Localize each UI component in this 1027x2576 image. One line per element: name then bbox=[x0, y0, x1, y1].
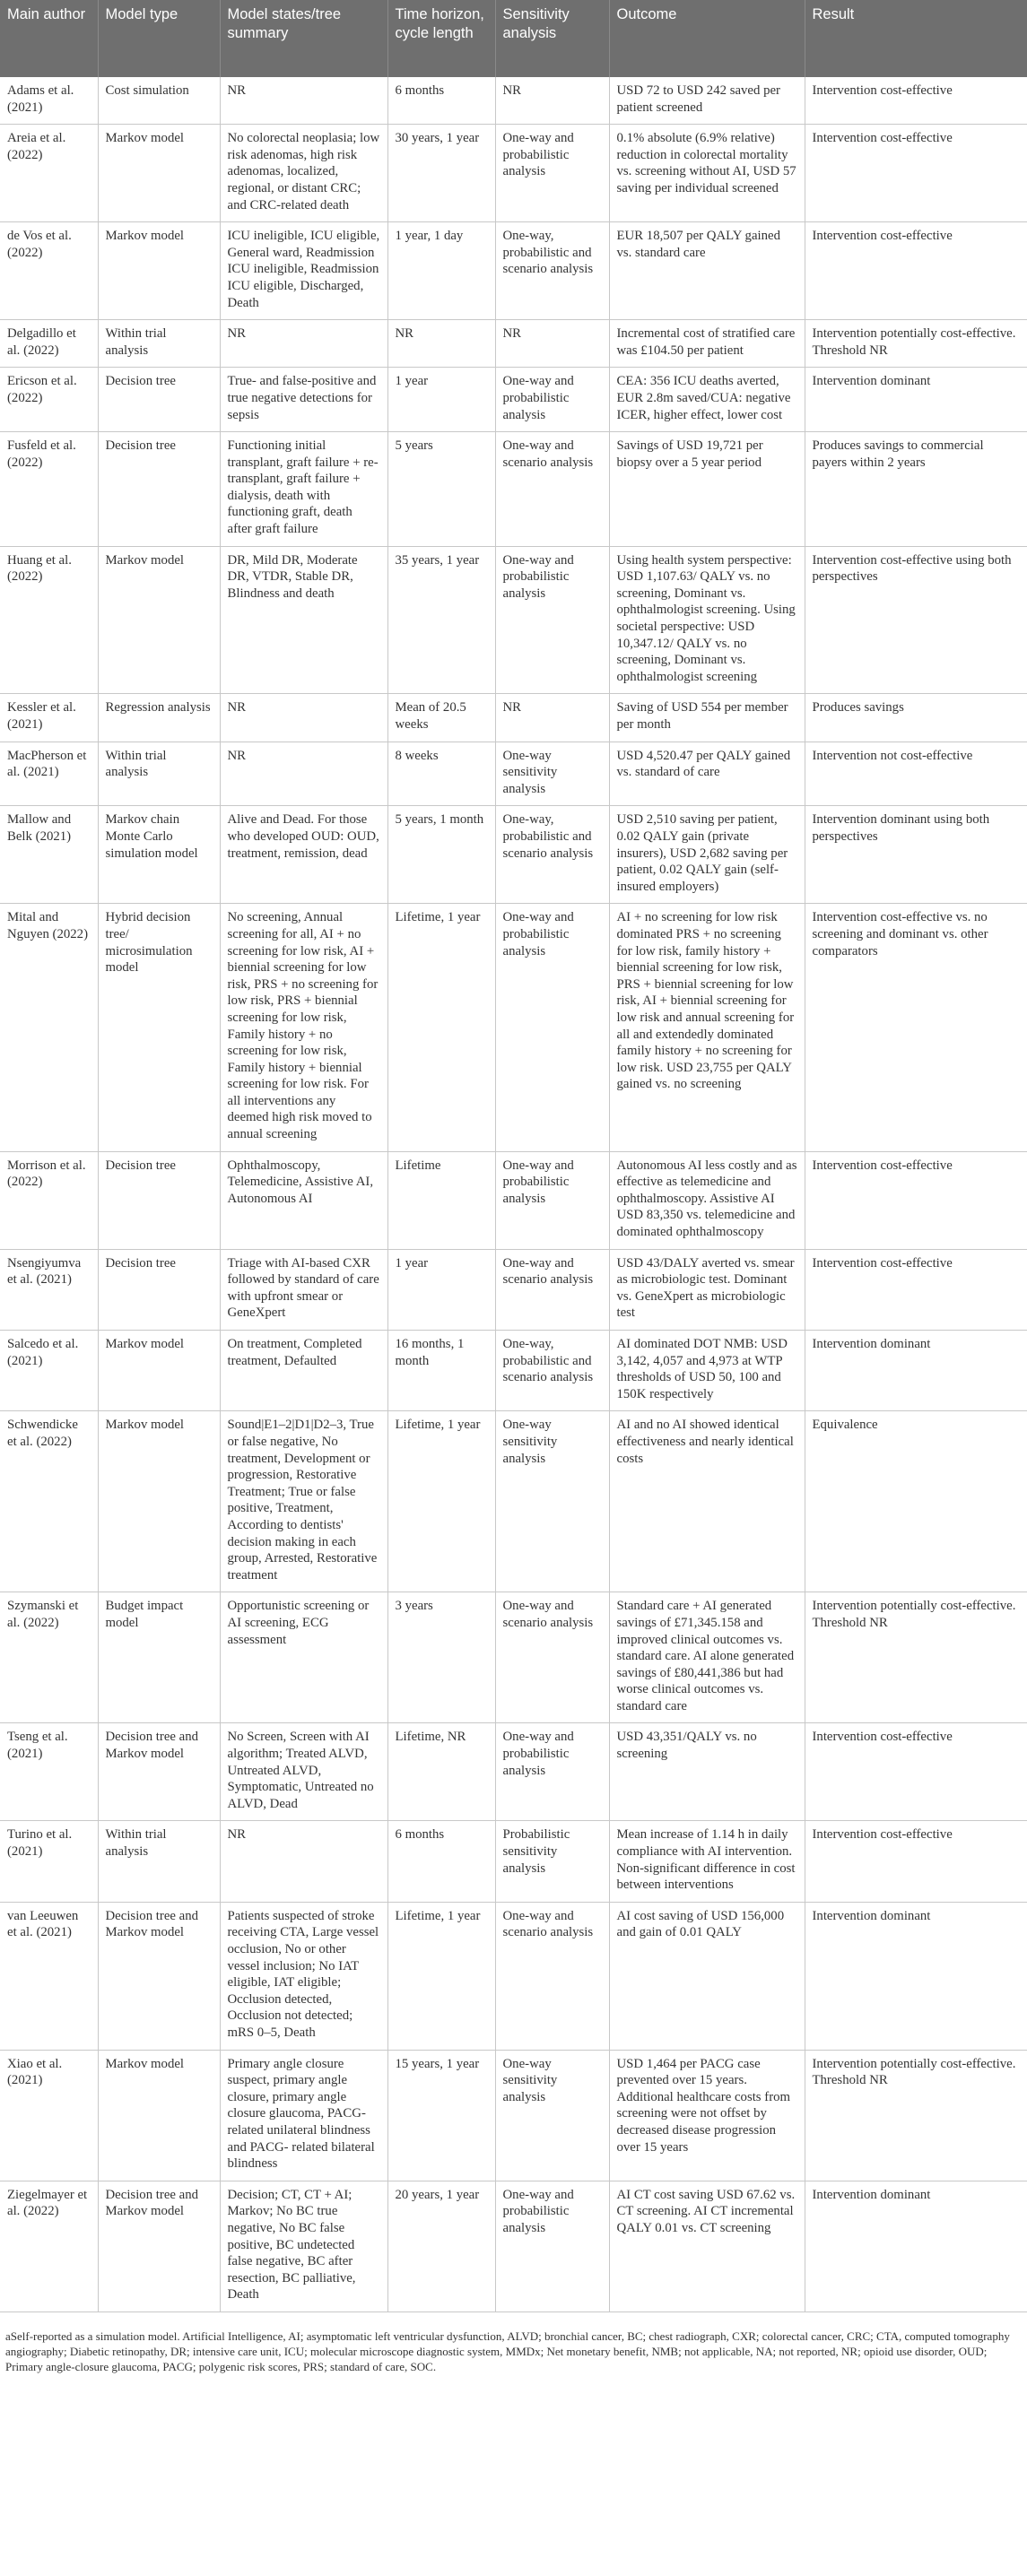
outcome-cell: AI CT cost saving USD 67.62 vs. CT screening. AI CT incremental QALY 0.01 vs. CT screening bbox=[609, 2181, 805, 2311]
outcome-cell: Mean increase of 1.14 h in daily compliance with AI intervention. Non-significant difference in cost between interventions bbox=[609, 1821, 805, 1902]
result-cell: Intervention not cost-effective bbox=[805, 742, 1027, 806]
author-cell: Xiao et al. (2021) bbox=[0, 2050, 98, 2181]
author-cell: Tseng et al. (2021) bbox=[0, 1723, 98, 1821]
author-cell: Fusfeld et al. (2022) bbox=[0, 432, 98, 547]
model-type-cell: Markov model bbox=[98, 125, 220, 222]
sensitivity-cell: One-way and probabilistic analysis bbox=[495, 125, 609, 222]
model-states-cell: True- and false-positive and true negative detections for sepsis bbox=[220, 368, 387, 432]
table-row bbox=[0, 806, 1027, 904]
model-states-cell: Functioning initial transplant, graft failure + re-transplant, graft failure + dialysis, death with functioning graft, death after graft failure bbox=[220, 432, 387, 547]
outcome-cell: AI and no AI showed identical effectiveness and nearly identical costs bbox=[609, 1411, 805, 1592]
sensitivity-cell: One-way, probabilistic and scenario analysis bbox=[495, 1331, 609, 1411]
model-states-cell: Sound|E1–2|D1|D2–3, True or false negative, No treatment, Development or progression, Restorative Treatment; True or false positive, Treatment, According to dentists' decision making in each group, Arrested, Restorative treatment bbox=[220, 1411, 387, 1592]
author-cell: Kessler et al. (2021) bbox=[0, 694, 98, 742]
author-cell: Areia et al. (2022) bbox=[0, 125, 98, 222]
outcome-cell: USD 1,464 per PACG case prevented over 15 years. Additional healthcare costs from screening were not offset by decreased disease progression over 15 years bbox=[609, 2050, 805, 2181]
table-row bbox=[0, 742, 1027, 806]
table-row bbox=[0, 320, 1027, 368]
model-type-header: Model type bbox=[98, 0, 220, 77]
table-footnote: aSelf-reported as a simulation model. Artificial Intelligence, AI; asymptomatic left ventricular dysfunction, ALVD; bronchial cancer, BC; chest radiograph, CXR; colorectal cancer, CRC; CTA, computed tomography angiography; Diabetic retinopathy, DR; intensive care unit, ICU; molecular microscope diagnostic system, MMDx; Net monetary benefit, NMB; not applicable, NA; not reported, NR; opioid use disorder, OUD; Primary angle-closure glaucoma, PACG; polygenic risk scores, PRS; standard of care, SOC. bbox=[5, 2329, 1010, 2373]
result-cell: Intervention dominant bbox=[805, 1331, 1027, 1411]
author-cell: MacPherson et al. (2021) bbox=[0, 742, 98, 806]
time-horizon-cell: Lifetime bbox=[387, 1151, 495, 1249]
outcome-cell: Standard care + AI generated savings of £71,345.158 and improved clinical outcomes vs. standard care. AI alone generated savings of £80,441,386 but had worse clinical outcomes vs. standard care bbox=[609, 1592, 805, 1723]
time-horizon-cell: 15 years, 1 year bbox=[387, 2050, 495, 2181]
time-horizon-cell: 6 months bbox=[387, 77, 495, 125]
author-cell: Mallow and Belk (2021) bbox=[0, 806, 98, 904]
outcome-header: Outcome bbox=[609, 0, 805, 77]
main-author-header: Main author bbox=[0, 0, 98, 77]
result-cell: Intervention cost-effective bbox=[805, 1723, 1027, 1821]
table-row bbox=[0, 125, 1027, 222]
model-type-cell: Decision tree bbox=[98, 432, 220, 547]
sensitivity-cell: One-way and probabilistic analysis bbox=[495, 368, 609, 432]
author-cell: Huang et al. (2022) bbox=[0, 546, 98, 694]
time-horizon-cell: 3 years bbox=[387, 1592, 495, 1723]
sensitivity-cell: One-way, probabilistic and scenario analysis bbox=[495, 806, 609, 904]
author-cell: Morrison et al. (2022) bbox=[0, 1151, 98, 1249]
model-states-cell: Primary angle closure suspect, primary angle closure, primary angle closure glaucoma, PACG-related unilateral blindness and PACG- related bilateral blindness bbox=[220, 2050, 387, 2181]
time-horizon-cell: Lifetime, NR bbox=[387, 1723, 495, 1821]
time-horizon-cell: Lifetime, 1 year bbox=[387, 1411, 495, 1592]
outcome-cell: AI dominated DOT NMB: USD 3,142, 4,057 and 4,973 at WTP thresholds of USD 50, 100 and 150K respectively bbox=[609, 1331, 805, 1411]
sensitivity-cell: One-way sensitivity analysis bbox=[495, 2050, 609, 2181]
outcome-cell: USD 4,520.47 per QALY gained vs. standard of care bbox=[609, 742, 805, 806]
author-cell: Ziegelmayer et al. (2022) bbox=[0, 2181, 98, 2311]
author-cell: Mital and Nguyen (2022) bbox=[0, 904, 98, 1151]
time-horizon-cell: NR bbox=[387, 320, 495, 368]
sensitivity-cell: Probabilistic sensitivity analysis bbox=[495, 1821, 609, 1902]
table-row bbox=[0, 1151, 1027, 1249]
model-states-cell: Opportunistic screening or AI screening, ECG assessment bbox=[220, 1592, 387, 1723]
model-type-cell: Markov model bbox=[98, 1411, 220, 1592]
result-cell: Intervention dominant bbox=[805, 2181, 1027, 2311]
time-horizon-cell: 6 months bbox=[387, 1821, 495, 1902]
time-horizon-cell: 1 year bbox=[387, 368, 495, 432]
table-row bbox=[0, 1331, 1027, 1411]
outcome-cell: Saving of USD 554 per member per month bbox=[609, 694, 805, 742]
time-horizon-cell: 35 years, 1 year bbox=[387, 546, 495, 694]
time-horizon-cell: 30 years, 1 year bbox=[387, 125, 495, 222]
table-row bbox=[0, 1411, 1027, 1592]
model-type-cell: Decision tree bbox=[98, 1151, 220, 1249]
outcome-cell: Incremental cost of stratified care was £104.50 per patient bbox=[609, 320, 805, 368]
model-type-cell: Hybrid decision tree/ microsimulation model bbox=[98, 904, 220, 1151]
model-type-cell: Cost simulation bbox=[98, 77, 220, 125]
model-type-cell: Markov chain Monte Carlo simulation model bbox=[98, 806, 220, 904]
table-row bbox=[0, 694, 1027, 742]
table-row bbox=[0, 1592, 1027, 1723]
result-cell: Intervention dominant using both perspectives bbox=[805, 806, 1027, 904]
time-horizon-cell: 5 years, 1 month bbox=[387, 806, 495, 904]
model-states-cell: No Screen, Screen with AI algorithm; Treated ALVD, Untreated ALVD, Symptomatic, Untreated no ALVD, Dead bbox=[220, 1723, 387, 1821]
time-horizon-header: Time horizon, cycle length bbox=[387, 0, 495, 77]
table-row bbox=[0, 432, 1027, 547]
model-type-cell: Within trial analysis bbox=[98, 742, 220, 806]
outcome-cell: USD 2,510 saving per patient, 0.02 QALY gain (private insurers), USD 2,682 saving per patient, 0.02 QALY gain (self-insured employers) bbox=[609, 806, 805, 904]
sensitivity-cell: One-way and scenario analysis bbox=[495, 1592, 609, 1723]
model-states-cell: ICU ineligible, ICU eligible, General ward, Readmission ICU ineligible, Readmission ICU eligible, Discharged, Death bbox=[220, 222, 387, 320]
result-cell: Intervention cost-effective using both perspectives bbox=[805, 546, 1027, 694]
outcome-cell: USD 43,351/QALY vs. no screening bbox=[609, 1723, 805, 1821]
outcome-cell: Using health system perspective: USD 1,107.63/ QALY vs. no screening, Dominant vs. ophthalmologist screening. Using societal perspective: USD 10,347.12/ QALY vs. no screening, Dominant vs. ophthalmologist screening bbox=[609, 546, 805, 694]
result-cell: Intervention dominant bbox=[805, 1902, 1027, 2050]
sensitivity-cell: One-way and scenario analysis bbox=[495, 1902, 609, 2050]
outcome-cell: AI cost saving of USD 156,000 and gain of 0.01 QALY bbox=[609, 1902, 805, 2050]
result-cell: Produces savings to commercial payers within 2 years bbox=[805, 432, 1027, 547]
table-row bbox=[0, 1821, 1027, 1902]
author-cell: Salcedo et al. (2021) bbox=[0, 1331, 98, 1411]
model-states-cell: Triage with AI-based CXR followed by standard of care with upfront smear or GeneXpert bbox=[220, 1249, 387, 1330]
time-horizon-cell: Lifetime, 1 year bbox=[387, 1902, 495, 2050]
table-body bbox=[0, 77, 1027, 2311]
sensitivity-cell: One-way and probabilistic analysis bbox=[495, 904, 609, 1151]
model-states-cell: DR, Mild DR, Moderate DR, VTDR, Stable DR, Blindness and death bbox=[220, 546, 387, 694]
outcome-cell: Autonomous AI less costly and as effective as telemedicine and ophthalmoscopy. Assistive AI USD 83,350 vs. telemedicine and dominated ophthalmoscopy bbox=[609, 1151, 805, 1249]
model-states-cell: NR bbox=[220, 320, 387, 368]
model-type-cell: Decision tree bbox=[98, 1249, 220, 1330]
sensitivity-cell: One-way sensitivity analysis bbox=[495, 1411, 609, 1592]
outcome-cell: EUR 18,507 per QALY gained vs. standard care bbox=[609, 222, 805, 320]
table-row bbox=[0, 1723, 1027, 1821]
author-cell: Szymanski et al. (2022) bbox=[0, 1592, 98, 1723]
model-states-cell: No screening, Annual screening for all, AI + no screening for low risk, AI + biennial screening for low risk, PRS + no screening for low risk, PRS + biennial screening for low risk, Family history + no screening for low risk, Family history + biennial screening for low risk. For all interventions any deemed high risk moved to annual screening bbox=[220, 904, 387, 1151]
model-type-cell: Within trial analysis bbox=[98, 320, 220, 368]
result-cell: Intervention cost-effective bbox=[805, 77, 1027, 125]
sensitivity-cell: NR bbox=[495, 77, 609, 125]
table-row bbox=[0, 904, 1027, 1151]
model-states-cell: Patients suspected of stroke receiving CTA, Large vessel occlusion, No or other vessel inclusion; No IAT eligible, IAT eligible; Occlusion detected, Occlusion not detected; mRS 0–5, Death bbox=[220, 1902, 387, 2050]
time-horizon-cell: 20 years, 1 year bbox=[387, 2181, 495, 2311]
result-cell: Intervention cost-effective vs. no screening and dominant vs. other comparators bbox=[805, 904, 1027, 1151]
table-row bbox=[0, 368, 1027, 432]
table-row bbox=[0, 2050, 1027, 2181]
author-cell: Delgadillo et al. (2022) bbox=[0, 320, 98, 368]
sensitivity-analysis-header: Sensitivity analysis bbox=[495, 0, 609, 77]
model-states-cell: Decision; CT, CT + AI; Markov; No BC true negative, No BC false positive, BC undetected false negative, BC after resection, BC palliative, Death bbox=[220, 2181, 387, 2311]
outcome-cell: Savings of USD 19,721 per biopsy over a 5 year period bbox=[609, 432, 805, 547]
outcome-cell: 0.1% absolute (6.9% relative) reduction in colorectal mortality vs. screening without AI, USD 57 saving per individual screened bbox=[609, 125, 805, 222]
result-cell: Intervention cost-effective bbox=[805, 222, 1027, 320]
table-row bbox=[0, 1902, 1027, 2050]
result-cell: Intervention cost-effective bbox=[805, 1249, 1027, 1330]
result-cell: Intervention potentially cost-effective. Threshold NR bbox=[805, 320, 1027, 368]
result-cell: Intervention potentially cost-effective. Threshold NR bbox=[805, 2050, 1027, 2181]
sensitivity-cell: One-way sensitivity analysis bbox=[495, 742, 609, 806]
table-header-row bbox=[0, 0, 1027, 77]
result-cell: Equivalence bbox=[805, 1411, 1027, 1592]
time-horizon-cell: 1 year bbox=[387, 1249, 495, 1330]
model-type-cell: Regression analysis bbox=[98, 694, 220, 742]
author-cell: de Vos et al. (2022) bbox=[0, 222, 98, 320]
time-horizon-cell: Mean of 20.5 weeks bbox=[387, 694, 495, 742]
table-row bbox=[0, 2181, 1027, 2311]
sensitivity-cell: NR bbox=[495, 694, 609, 742]
outcome-cell: AI + no screening for low risk dominated PRS + no screening for low risk, family history + biennial screening for low risk, PRS + biennial screening for low risk, AI + biennial screening for low risk and annual screening for all and extendedly dominated family history + no screening for low risk. USD 23,755 per QALY gained vs. no screening bbox=[609, 904, 805, 1151]
table-row bbox=[0, 546, 1027, 694]
model-states-cell: NR bbox=[220, 694, 387, 742]
model-type-cell: Markov model bbox=[98, 1331, 220, 1411]
author-cell: Turino et al. (2021) bbox=[0, 1821, 98, 1902]
time-horizon-cell: 16 months, 1 month bbox=[387, 1331, 495, 1411]
time-horizon-cell: 5 years bbox=[387, 432, 495, 547]
sensitivity-cell: One-way and probabilistic analysis bbox=[495, 546, 609, 694]
model-states-cell: Alive and Dead. For those who developed OUD: OUD, treatment, remission, dead bbox=[220, 806, 387, 904]
model-states-cell: NR bbox=[220, 77, 387, 125]
time-horizon-cell: 8 weeks bbox=[387, 742, 495, 806]
sensitivity-cell: NR bbox=[495, 320, 609, 368]
sensitivity-cell: One-way and probabilistic analysis bbox=[495, 2181, 609, 2311]
result-cell: Intervention cost-effective bbox=[805, 125, 1027, 222]
model-type-cell: Decision tree bbox=[98, 368, 220, 432]
model-states-header: Model states/tree summary bbox=[220, 0, 387, 77]
author-cell: Schwendicke et al. (2022) bbox=[0, 1411, 98, 1592]
result-cell: Produces savings bbox=[805, 694, 1027, 742]
model-type-cell: Decision tree and Markov model bbox=[98, 2181, 220, 2311]
table-row bbox=[0, 1249, 1027, 1330]
model-states-cell: NR bbox=[220, 1821, 387, 1902]
sensitivity-cell: One-way and probabilistic analysis bbox=[495, 1723, 609, 1821]
sensitivity-cell: One-way and scenario analysis bbox=[495, 1249, 609, 1330]
outcome-cell: USD 43/DALY averted vs. smear as microbiologic test. Dominant vs. GeneXpert as microbiologic test bbox=[609, 1249, 805, 1330]
model-type-cell: Budget impact model bbox=[98, 1592, 220, 1723]
author-cell: Adams et al. (2021) bbox=[0, 77, 98, 125]
model-states-cell: No colorectal neoplasia; low risk adenomas, high risk adenomas, localized, regional, or distant CRC; and CRC-related death bbox=[220, 125, 387, 222]
result-cell: Intervention cost-effective bbox=[805, 1821, 1027, 1902]
outcome-cell: USD 72 to USD 242 saved per patient screened bbox=[609, 77, 805, 125]
model-type-cell: Markov model bbox=[98, 2050, 220, 2181]
result-cell: Intervention potentially cost-effective. Threshold NR bbox=[805, 1592, 1027, 1723]
author-cell: Nsengiyumva et al. (2021) bbox=[0, 1249, 98, 1330]
author-cell: Ericson et al. (2022) bbox=[0, 368, 98, 432]
model-type-cell: Within trial analysis bbox=[98, 1821, 220, 1902]
sensitivity-cell: One-way and scenario analysis bbox=[495, 432, 609, 547]
sensitivity-cell: One-way, probabilistic and scenario analysis bbox=[495, 222, 609, 320]
sensitivity-cell: One-way and probabilistic analysis bbox=[495, 1151, 609, 1249]
result-cell: Intervention dominant bbox=[805, 368, 1027, 432]
result-header: Result bbox=[805, 0, 1027, 77]
outcome-cell: CEA: 356 ICU deaths averted, EUR 2.8m saved/CUA: negative ICER, higher effect, lower cost bbox=[609, 368, 805, 432]
author-cell: van Leeuwen et al. (2021) bbox=[0, 1902, 98, 2050]
model-type-cell: Decision tree and Markov model bbox=[98, 1902, 220, 2050]
model-type-cell: Markov model bbox=[98, 222, 220, 320]
table-row bbox=[0, 222, 1027, 320]
model-states-cell: Ophthalmoscopy, Telemedicine, Assistive AI, Autonomous AI bbox=[220, 1151, 387, 1249]
time-horizon-cell: 1 year, 1 day bbox=[387, 222, 495, 320]
model-states-cell: NR bbox=[220, 742, 387, 806]
table-row bbox=[0, 77, 1027, 125]
model-type-cell: Decision tree and Markov model bbox=[98, 1723, 220, 1821]
model-states-cell: On treatment, Completed treatment, Defaulted bbox=[220, 1331, 387, 1411]
time-horizon-cell: Lifetime, 1 year bbox=[387, 904, 495, 1151]
model-type-cell: Markov model bbox=[98, 546, 220, 694]
result-cell: Intervention cost-effective bbox=[805, 1151, 1027, 1249]
